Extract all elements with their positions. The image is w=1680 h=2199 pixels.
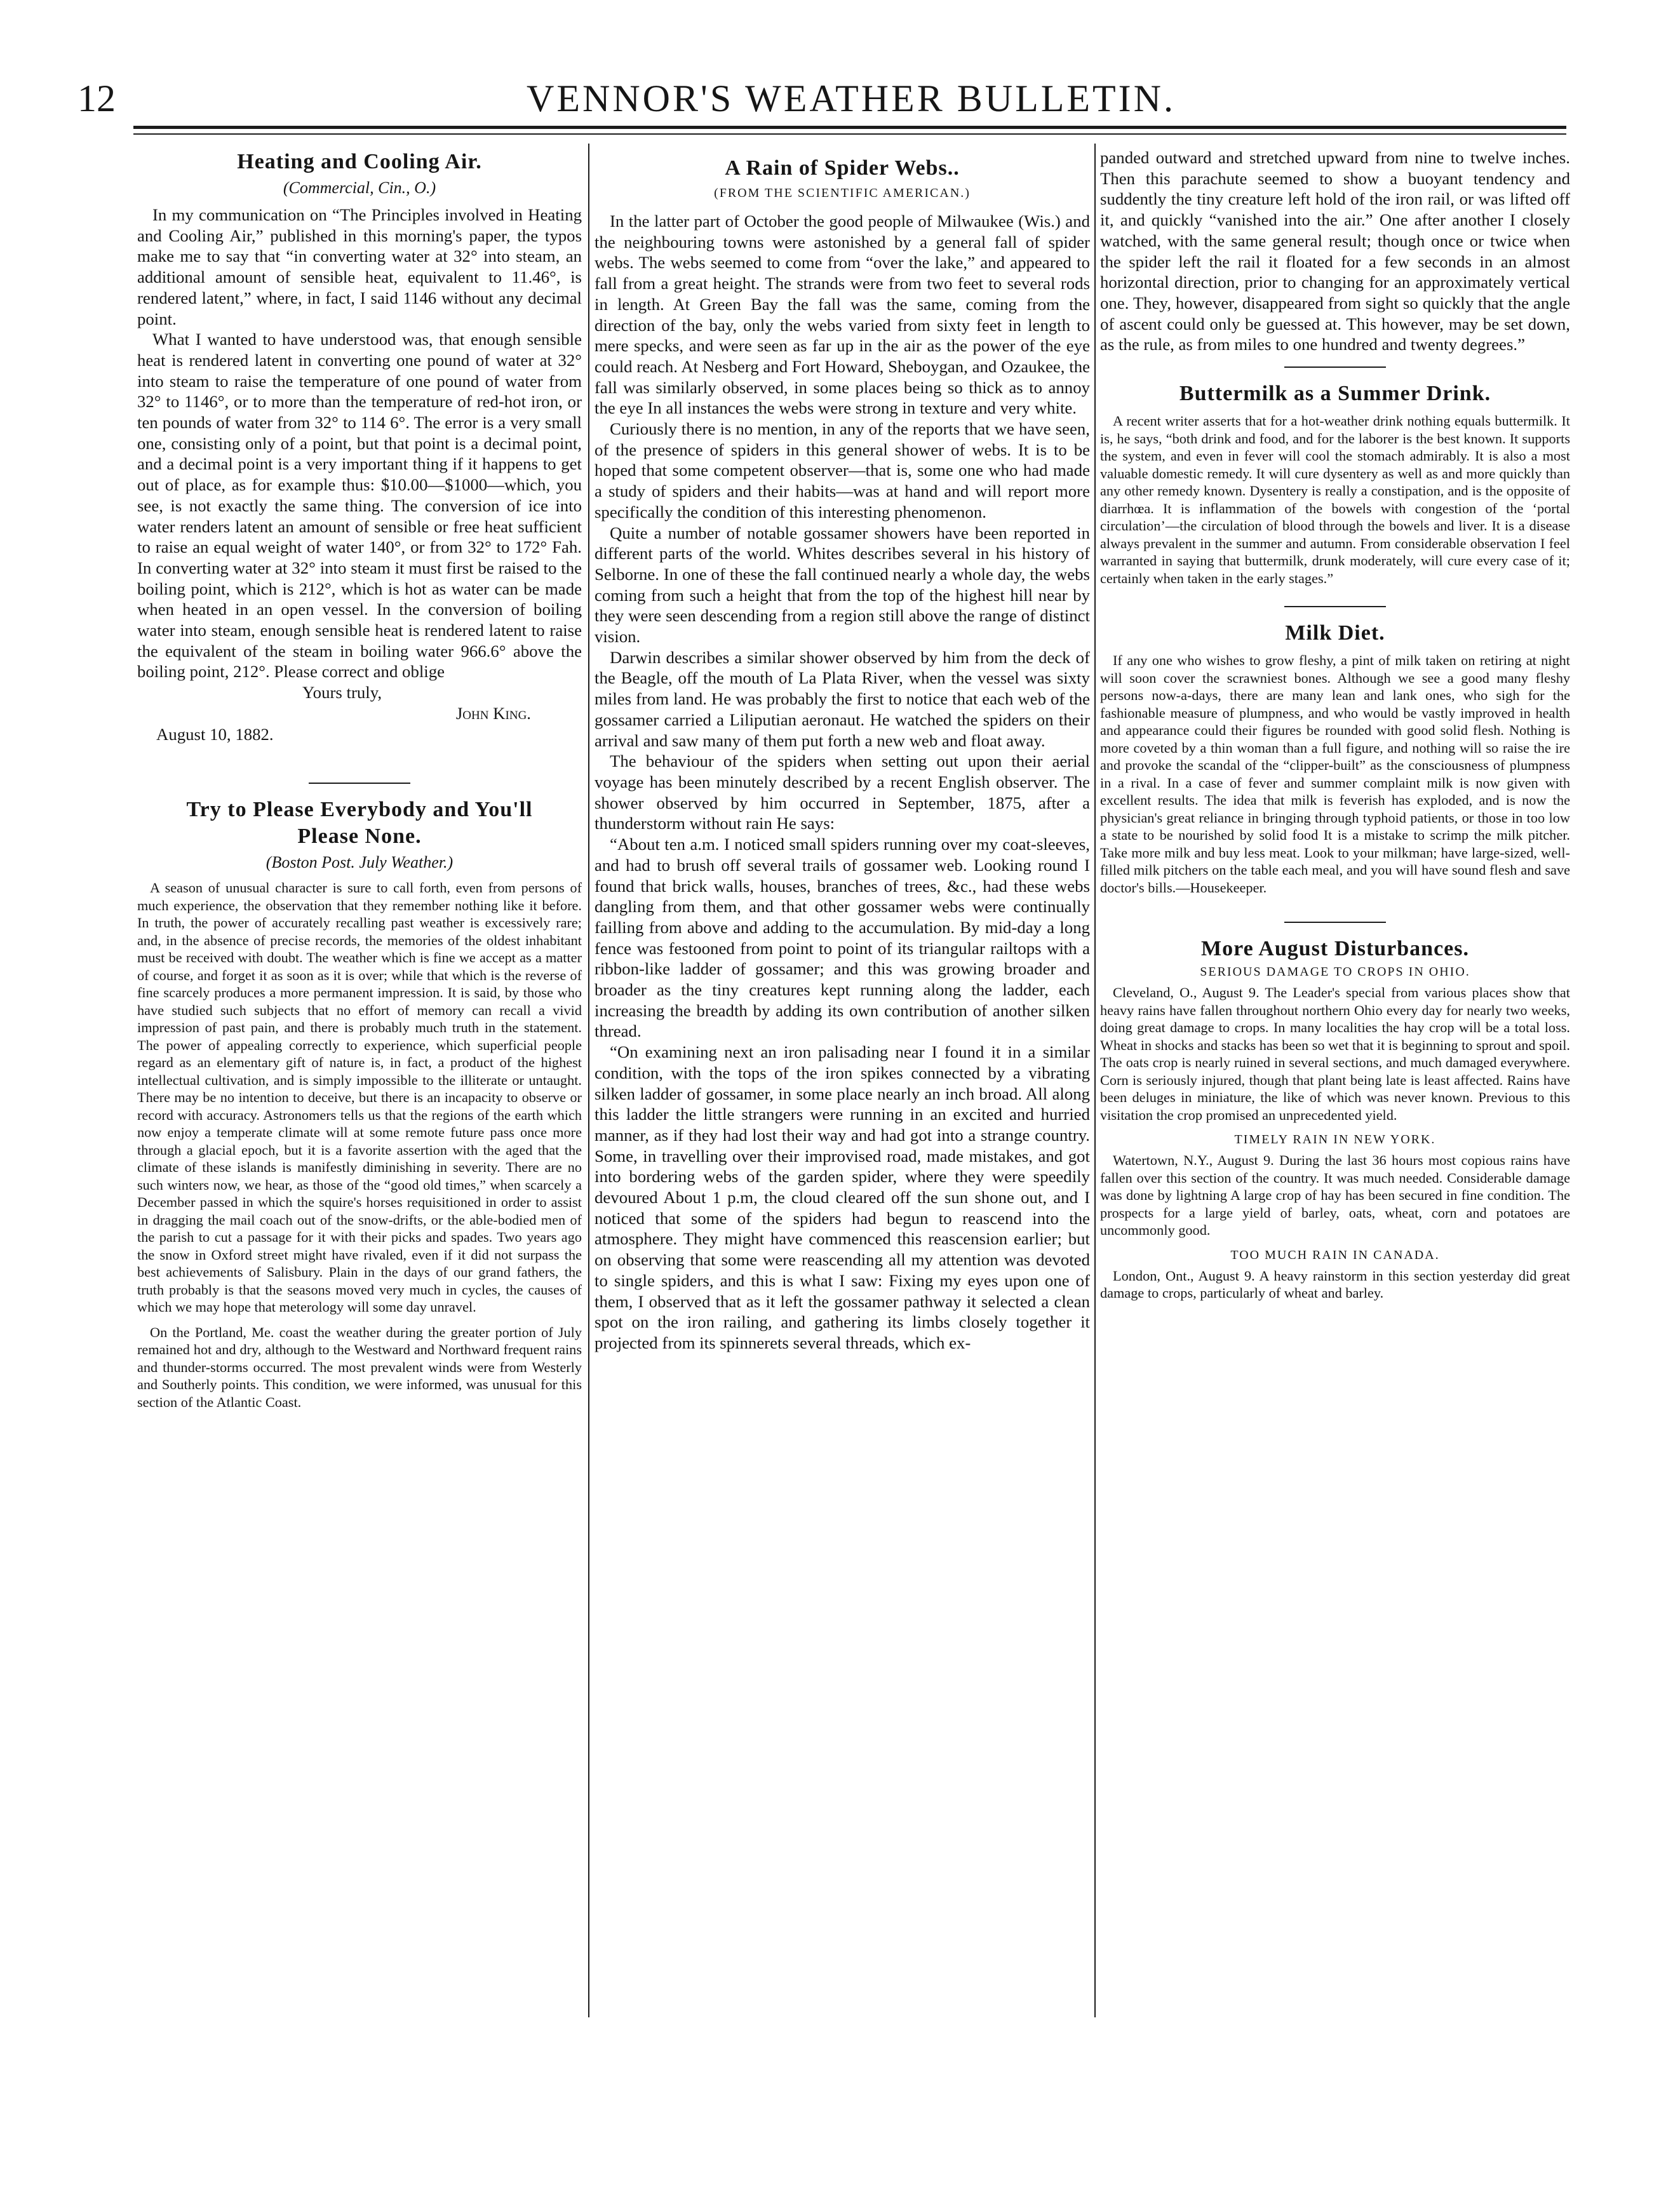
paragraph: Quite a number of notable gossamer showers have been reported in different parts of the world. Whites describes several in his history of Selborne. In one of these the fall continued nearly a whole day, the webs coming from such a height that from the top of the highest hill near by they were seen descending from a region still above the range of distinct vision.: [595, 523, 1090, 647]
article-heating-cooling: [137, 149, 582, 744]
article-title: A Rain of Spider Webs..: [725, 156, 960, 180]
article-source: (Commercial, Cin., O.): [283, 178, 436, 197]
article-title: Heating and Cooling Air.: [237, 150, 482, 173]
article-try-to-please: [137, 797, 582, 1411]
section-separator: [1284, 922, 1386, 923]
subheading: TOO MUCH RAIN IN CANADA.: [1230, 1247, 1440, 1262]
paragraph: Cleveland, O., August 9. The Leader's special from various places show that heavy rains have fallen throughout northern Ohio every day for nearly two weeks, doing great damage to crops. In many localities the hay crop will be a total loss. Wheat in shocks and stacks has been so wet that it is beginning to sprout and spoil. The oats crop is nearly ruined in several sections, and much damaged everywhere. Corn is seriously injured, though that plant being late is least affected. Rains have been deluges in miniature, the like of which was never known. Previous to this visitation the crop promised an unprecedented yield.: [1100, 985, 1570, 1123]
paragraph: “About ten a.m. I noticed small spiders running over my coat-sleeves, and had to brush off several trails of gossamer web. Looking round I found that brick walls, houses, branches of trees, &c., had these webs dangling from them, and that other gossamer webs were continually failling from above and adding to the accumulation. By mid-day a long fence was festooned from point to point of its triangular railtops with a ribbon-like ladder of gossamer; and this was growing broader and broader as the tiny creatures kept running along the ladder, each increasing the breadth by adding its own contribution of another silken thread.: [595, 835, 1090, 1041]
paragraph: On the Portland, Me. coast the weather during the greater portion of July remained hot and dry, although to the Westward and Northward frequent rains and thunder-storms occurred. The most prevalent winds were from Westerly and Southerly points. This condition, we were informed, was unusual for this section of the Atlantic Coast.: [137, 1324, 582, 1410]
paragraph: London, Ont., August 9. A heavy rainstorm in this section yesterday did great damage to crops, particularly of wheat and barley.: [1100, 1267, 1570, 1301]
article-title: Milk Diet.: [1285, 621, 1385, 645]
article-source: (FROM THE SCIENTIFIC AMERICAN.): [714, 186, 971, 200]
article-august-disturbances: [1100, 936, 1570, 1302]
column-divider-2: [1094, 144, 1096, 2017]
paragraph: A season of unusual character is sure to call forth, even from persons of much experience, the observation that they remember nothing like it before. In truth, the power of accurately recalling past weather is excessively rare; and, in the absence of precise records, the memories of the oldest inhabitant must be received with doubt. The weather which is fine we accept as a matter of course, and forget it as soon as it is over; while that which is the reverse of fine scarcely produces a more permanent impression. It is said, by those who have studied such subjects that no effort of memory can recall a vivid impression of past pain, and there is probably much truth in the statement. The power of appealing correctly to experience, which superficial people regard as an elementary gift of nature is, in fact, a product of the highest intellectual cultivation, and is simply impossible to the illiterate or untaught. There may be no intention to deceive, but there is an incapacity to observe or record with accuracy. Astronomers tells us that the regions of the earth which now enjoy a temperate climate will at some remote future pass once more through a glacial epoch, but it is a favorite assertion with the aged that the climate of these islands is manifestly diminishing in severity. There are no such winters now, we hear, as those of the “good old times,” when scarcely a December passed in which the squire's horses requisitioned in order to assist in dragging the mail coach out of the snow-drifts, or the able-bodied men of the parish to cut a passage for it with their picks and spades. Two years ago the snow in Oxford street might have rivaled, even if it did not surpass the best achievements of Salisbury. Plain in the days of our grand fathers, the truth probably is that the seasons moved very much in cycles, the causes of which we may hope that meterology will some day unravel.: [137, 880, 582, 1315]
column-2: [595, 147, 1090, 2040]
paragraph: Darwin describes a similar shower observed by him from the deck of the Beagle, off the mouth of La Plata River, when the vessel was sixty miles from land. He was probably the first to notice that each web of the gossamer carried a Liliputian aeronaut. He watched the spiders on their arrival and saw many of them put forth a new web and float away.: [595, 647, 1090, 750]
header-rule-thin: [133, 133, 1566, 135]
paragraph: The behaviour of the spiders when setting out upon their aerial voyage has been minutely described by a recent English observer. The shower observed by him occurred in September, 1875, after a thunderstorm without rain He says:: [595, 751, 1090, 833]
paragraph: Watertown, N.Y., August 9. During the last 36 hours most copious rains have fallen over this section of the country. It was much needed. Considerable damage was done by lightning A large crop of hay has been secured in fine condition. The prospects for a large yield of barley, oats, wheat, corn and potatoes are uncommonly good.: [1100, 1152, 1570, 1239]
subheading: TIMELY RAIN IN NEW YORK.: [1234, 1133, 1436, 1147]
header-rule-thick: [133, 126, 1566, 129]
paragraph-continued: panded outward and stretched upward from nine to twelve inches. Then this parachute seemed to show a buoyant tendency and suddently the tiny creature left hold of the iron rail, or was lifted off it, and quickly “vanished into the air.” One after another I closely watched, with the same general result; though once or twice when the spider left the rail it floated for a few seconds in an almost horizontal direction, prior to changing for an approximately vertical one. They, however, disappeared from sight so quickly that the angle of ascent could only be guessed at. This however, may be set down, as the rule, as from miles to one hundred and twenty degrees.”: [1100, 148, 1570, 354]
letter-date: August 10, 1882.: [156, 724, 274, 744]
article-milk-diet: [1100, 620, 1570, 896]
section-separator: [309, 783, 410, 784]
section-separator: [1284, 366, 1386, 368]
paragraph: In the latter part of October the good people of Milwaukee (Wis.) and the neighbouring towns were astonished by a general fall of spider webs. The webs seemed to come from “over the lake,” and appeared to fall from a great height. The strands were from two feet to several rods in length. At Green Bay the fall was the same, coming from the direction of the bay, only the webs varied from sixty feet in length to mere specks, and were seen as far up in the air as the power of the eye could reach. At Nesberg and Fort Howard, Sheboygan, and Ozaukee, the fall was similarly observed, in some places being so thick as to annoy the eye In all instances the webs were strong in texture and very white.: [595, 212, 1090, 418]
signature: John King.: [455, 703, 531, 723]
paragraph: What I wanted to have understood was, that enough sensible heat is rendered latent in converting one pound of water at 32° into steam to raise the temperature of one pound of water from 32° to 1146°, or to more than the temperature of red-hot iron, or ten pounds of water from 32° to 114 6°. The error is a very small one, consisting only of a point, but that point is a decimal point, and a decimal point is a very important thing if it happens to get out of place, as for example thus: $10.00—$1000—which, you see, is not exactly the same thing. The conversion of ice into water renders latent an amount of sensible or free heat sufficient to raise an equal weight of water 140°, or from 32° to 172° Fah. In converting water at 32° into steam it must first be raised to the boiling point, which is 212°, which is hot as water can be made when heated in an open vessel. In the conversion of boiling water into steam, enough sensible heat is rendered latent to raise the equivalent of the steam in boiling water 966.6° above the boiling point, 212°. Please correct and oblige: [137, 330, 582, 682]
column-divider-1: [588, 144, 589, 2017]
article-spider-webs: [595, 155, 1090, 1354]
section-separator: [1284, 606, 1386, 607]
letter-closing: Yours truly,: [302, 683, 382, 703]
column-3: [1100, 147, 1570, 2040]
paragraph: A recent writer asserts that for a hot-weather drink nothing equals buttermilk. It is, he says, “both drink and food, and for the laborer is the best known. It supports the system, and even in fever will cool the stomach admirably. It is also a most valuable domestic remedy. It will cure dysentery as well as and more quickly than any other remedy known. Dysentery is really a constipation, and is the opposite of diarrhœa. It is inflammation of the bowels with congestion of the ‘portal circulation’—the circulation of blood through the bowels and liver. It is a disease always prevalent in the summer and autumn. From considerable observation I feel warranted in saying that buttermilk, drunk moderately, will cure every case of it; certainly when taken in the early stages.”: [1100, 413, 1570, 586]
paragraph: “On examining next an iron palisading near I found it in a similar condition, with the tops of the iron spikes connected by a vibrating silken ladder of gossamer, in some place nearly an inch broad. All along this ladder the little strangers were running in an excited and hurried manner, as if they had lost their way and had got into a strange country. Some, in travelling over their improvised road, made mistakes, and got into bordering webs of the garden spider, where they were speedily devoured About 1 p.m, the cloud cleared off the sun shone out, and I noticed that some of the spiders had begun to reascend into the atmosphere. They might have commenced this reascension earlier; but on observing that some were reascending all my attention was devoted to single spiders, and this is what I saw: Fixing my eyes upon one of them, I observed that as it left the gossamer pathway it selected a clean spot on the iron railing, and gathering its limbs closely together it projected from its spinnerets several threads, which ex-: [595, 1042, 1090, 1352]
paragraph: Curiously there is no mention, in any of the reports that we have seen, of the presence of spiders in this general shower of webs. It is to be hoped that some competent observer—that is, some one who had made a study of spiders and their habits—was at hand and will report more specifically the condition of this interesting phenomenon.: [595, 419, 1090, 521]
column-1: [137, 147, 582, 2040]
paragraph: If any one who wishes to grow fleshy, a pint of milk taken on retiring at night will soon cover the scrawniest bones. Although we see a good many fleshy persons now-a-days, there are many lean and lank ones, who sigh for the fashionable measure of plumpness, and who would be vastly improved in health and appearance could their figures be rounded with good solid flesh. Nothing is more coveted by a thin woman than a full figure, and nothing will so raise the ire and provoke the scandal of the “clipper-built” as the consciousness of plumpness in a rival. In a case of fever and summer complaint milk is now given with excellent results. The idea that milk is feverish has exploded, and is now the physician's great reliance in bringing through typhoid patients, or those in too low a state to be nourished by solid food It is a mistake to scrimp the milk pitcher. Take more milk and buy less meat. Look to your milkman; have large-sized, well-filled milk pitchers on the table each meal, and you will have sound flesh and save doctor's bills.—Housekeeper.: [1100, 652, 1570, 896]
article-title: Buttermilk as a Summer Drink.: [1179, 382, 1491, 406]
page-number: 12: [77, 77, 116, 119]
article-source: (Boston Post. July Weather.): [265, 853, 454, 872]
article-title: Try to Please Everybody and You'll Please None.: [186, 798, 533, 849]
article-title: More August Disturbances.: [1201, 937, 1469, 961]
article-buttermilk: [1100, 380, 1570, 587]
subheading: SERIOUS DAMAGE TO CROPS IN OHIO.: [1200, 965, 1470, 979]
running-title: VENNOR'S WEATHER BULLETIN.: [527, 77, 1176, 119]
paragraph: In my communication on “The Principles involved in Heating and Cooling Air,” published in this morning's paper, the typos make me to say that “in converting water at 32° into steam, an additional amount of sensible heat, equivalent to 11.46°, is rendered latent,” where, in fact, I said 1146 without any decimal point.: [137, 205, 582, 328]
